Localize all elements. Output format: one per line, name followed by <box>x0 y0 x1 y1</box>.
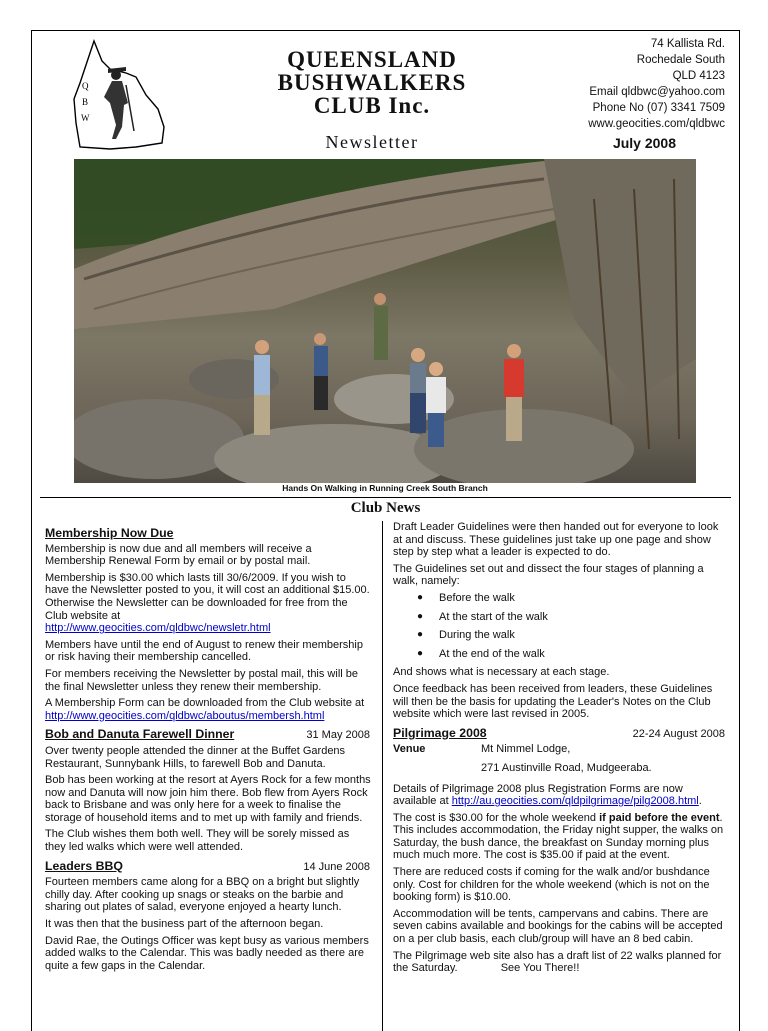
pilgrimage-heading <box>393 727 727 741</box>
cost-text: The cost is $30.00 for the whole weekend <box>393 811 600 824</box>
bbq-title: Leaders BBQ <box>45 858 123 873</box>
photo-caption: Hands On Walking in Running Creek South Branch <box>282 483 488 493</box>
bbq-date: 14 June 2008 <box>303 860 370 873</box>
farewell-date: 31 May 2008 <box>306 729 370 742</box>
hiker-figure-icon <box>374 293 388 360</box>
hiker-figure-icon <box>410 348 426 433</box>
club-address <box>588 36 725 132</box>
address-suburb: Rochedale South <box>636 54 725 66</box>
pilgrimage-date: 22-24 August 2008 <box>632 727 725 740</box>
left-column <box>45 521 372 976</box>
membership-fee-text: Membership is $30.00 which lasts till 30/6/2009. If you wish to have the Newsletter posted to you, it will cost an additional $15.00. Otherwise the Newsletter can be downloaded for free from the Club website at <box>45 571 370 622</box>
pilgrimage-link[interactable]: http://au.geocities.com/qldpilgrimage/pilg2008.html <box>451 795 699 808</box>
membership-form-text: A Membership Form can be downloaded from the Club website at <box>45 697 365 710</box>
list-item: ● At the end of the walk <box>417 648 727 661</box>
logo-letter-q: Q <box>82 81 89 91</box>
qbw-logo-icon <box>70 39 170 151</box>
issue-date: July 2008 <box>612 135 676 151</box>
membership-paragraph: For members receiving the Newsletter by postal mail, this will be the final Newsletter unless they renew their membership. <box>45 667 359 693</box>
newsletter-link[interactable]: http://www.geocities.com/qldbwc/newsletr.html <box>45 622 271 635</box>
membership-title: Membership Now Due <box>45 526 174 540</box>
farewell-paragraph: Bob has been working at the resort at Ayers Rock for a few months now and Danuta will now join him there. Bob flew from Ayers Rock back to Brisbane and was only here for a week to finalise the storage of household items and to met up with family and friends. <box>45 774 371 824</box>
newsletter-subtitle: Newsletter <box>325 132 419 152</box>
venue-address: 271 Austinville Road, Mudgeeraba. <box>481 761 652 774</box>
pilgrimage-title: Pilgrimage 2008 <box>393 725 487 740</box>
club-title <box>232 48 512 117</box>
right-column <box>393 521 727 979</box>
signoff: See You There!! <box>500 962 580 975</box>
guidelines-paragraph: Once feedback has been received from leaders, these Guidelines will then be the basis for updating the Leader's Notes on the Club website which were last revised in 2005. <box>393 682 713 721</box>
bbq-paragraph: Fourteen members came along for a BBQ on a bright but slightly chilly day. After cooking up snags or steaks on the barbie and sharing out plates of salad, everyone enjoyed a hearty lunch. <box>45 876 360 914</box>
pilgrimage-details-text: Details of Pilgrimage 2008 plus Registration Forms are now available at <box>393 782 683 808</box>
membership-paragraph <box>45 572 372 635</box>
logo-letter-w: W <box>81 113 90 123</box>
farewell-paragraph: Over twenty people attended the dinner at the Buffet Gardens Restaurant, Sunnybank Hills, to farewell Bob and Danuta. <box>45 744 346 770</box>
planning-stages-list <box>393 592 727 660</box>
cost-details: . This includes accommodation, the Friday night supper, the walks on Saturday, the bush dance, the breakfast on Sunday morning plus much much more. The cost is $35.00 if paid at the event. <box>393 811 724 862</box>
cover-photo-illustration <box>74 159 696 483</box>
farewell-paragraph: The Club wishes them both well. They will be sorely missed as they led walks which were well attended. <box>45 828 350 854</box>
hiker-figure-icon <box>504 344 524 441</box>
logo-letter-b: B <box>82 97 89 107</box>
membership-form-link[interactable]: http://www.geocities.com/qldbwc/aboutus/membersh.html <box>45 709 325 722</box>
club-title-line3: CLUB Inc. <box>313 93 431 118</box>
list-item: ● Before the walk <box>417 592 727 605</box>
pilgrimage-paragraph: Accommodation will be tents, campervans and cabins. There are seven cabins available and bookings for the cabins will be accepted on a per club basis, each club/group will have an 8 bed cabin. <box>393 907 723 946</box>
list-item: ● At the start of the walk <box>417 611 727 624</box>
section-rule <box>40 497 731 498</box>
venue-name: Mt Nimmel Lodge, <box>481 743 571 756</box>
pilgrimage-paragraph <box>393 950 727 975</box>
address-state: QLD 4123 <box>672 70 725 82</box>
club-title-line1: QUEENSLAND <box>287 47 457 72</box>
bbq-paragraph: It was then that the business part of the afternoon began. <box>45 918 324 931</box>
bbq-heading <box>45 860 372 874</box>
pilgrimage-paragraph: There are reduced costs if coming for the walk and/or bushdance only. Cost for children for the whole weekend (which is not on the booking form) is $10.00. <box>393 866 710 904</box>
pilgrimage-paragraph <box>393 812 727 862</box>
address-website: www.geocities.com/qldbwc <box>588 118 725 130</box>
farewell-title: Bob and Danuta Farewell Dinner <box>45 727 235 742</box>
newsletter-page <box>31 30 740 1031</box>
membership-paragraph <box>45 697 372 722</box>
guidelines-paragraph: Draft Leader Guidelines were then handed out for everyone to look at and discuss. These guidelines just take up one page and show step by step what a leader is expected to do. <box>393 521 719 559</box>
membership-paragraph: Membership is now due and all members will receive a Membership Renewal Form by email or by postal mail. <box>45 542 312 568</box>
venue-details <box>393 743 727 774</box>
column-divider <box>382 521 383 1031</box>
address-street: 74 Kallista Rd. <box>650 38 725 50</box>
venue-label: Venue <box>393 743 426 756</box>
pilgrimage-paragraph: Details of Pilgrimage 2008 plus Registration Forms are now available at http://au.geocities.com/qldpilgrimage/pilg2008.html. <box>393 782 702 808</box>
cost-condition: if paid before the event <box>599 811 720 824</box>
list-item: ● During the walk <box>417 629 727 642</box>
address-email: Email qldbwc@yahoo.com <box>589 86 725 98</box>
club-news-heading: Club News <box>350 500 421 516</box>
club-title-line2: BUSHWALKERS <box>277 70 467 95</box>
hiker-figure-icon <box>314 333 328 410</box>
address-phone: Phone No (07) 3341 7509 <box>592 102 725 114</box>
bbq-paragraph: David Rae, the Outings Officer was kept busy as various members added walks to the Calendar. This was badly needed as there are quite a few gaps in the Calendar. <box>45 934 369 972</box>
walks-text: The Pilgrimage web site also has a draft list of 22 walks planned for the Saturday. <box>393 949 722 975</box>
hiker-figure-icon <box>426 362 446 447</box>
hiker-figure-icon <box>254 340 270 435</box>
membership-heading <box>45 527 372 540</box>
guidelines-paragraph: And shows what is necessary at each stage. <box>393 666 610 679</box>
farewell-heading <box>45 728 372 742</box>
cover-photo <box>74 159 696 483</box>
guidelines-paragraph: The Guidelines set out and dissect the four stages of planning a walk, namely: <box>393 562 704 588</box>
membership-paragraph: Members have until the end of August to renew their membership or risk having their membership cancelled. <box>45 638 363 664</box>
